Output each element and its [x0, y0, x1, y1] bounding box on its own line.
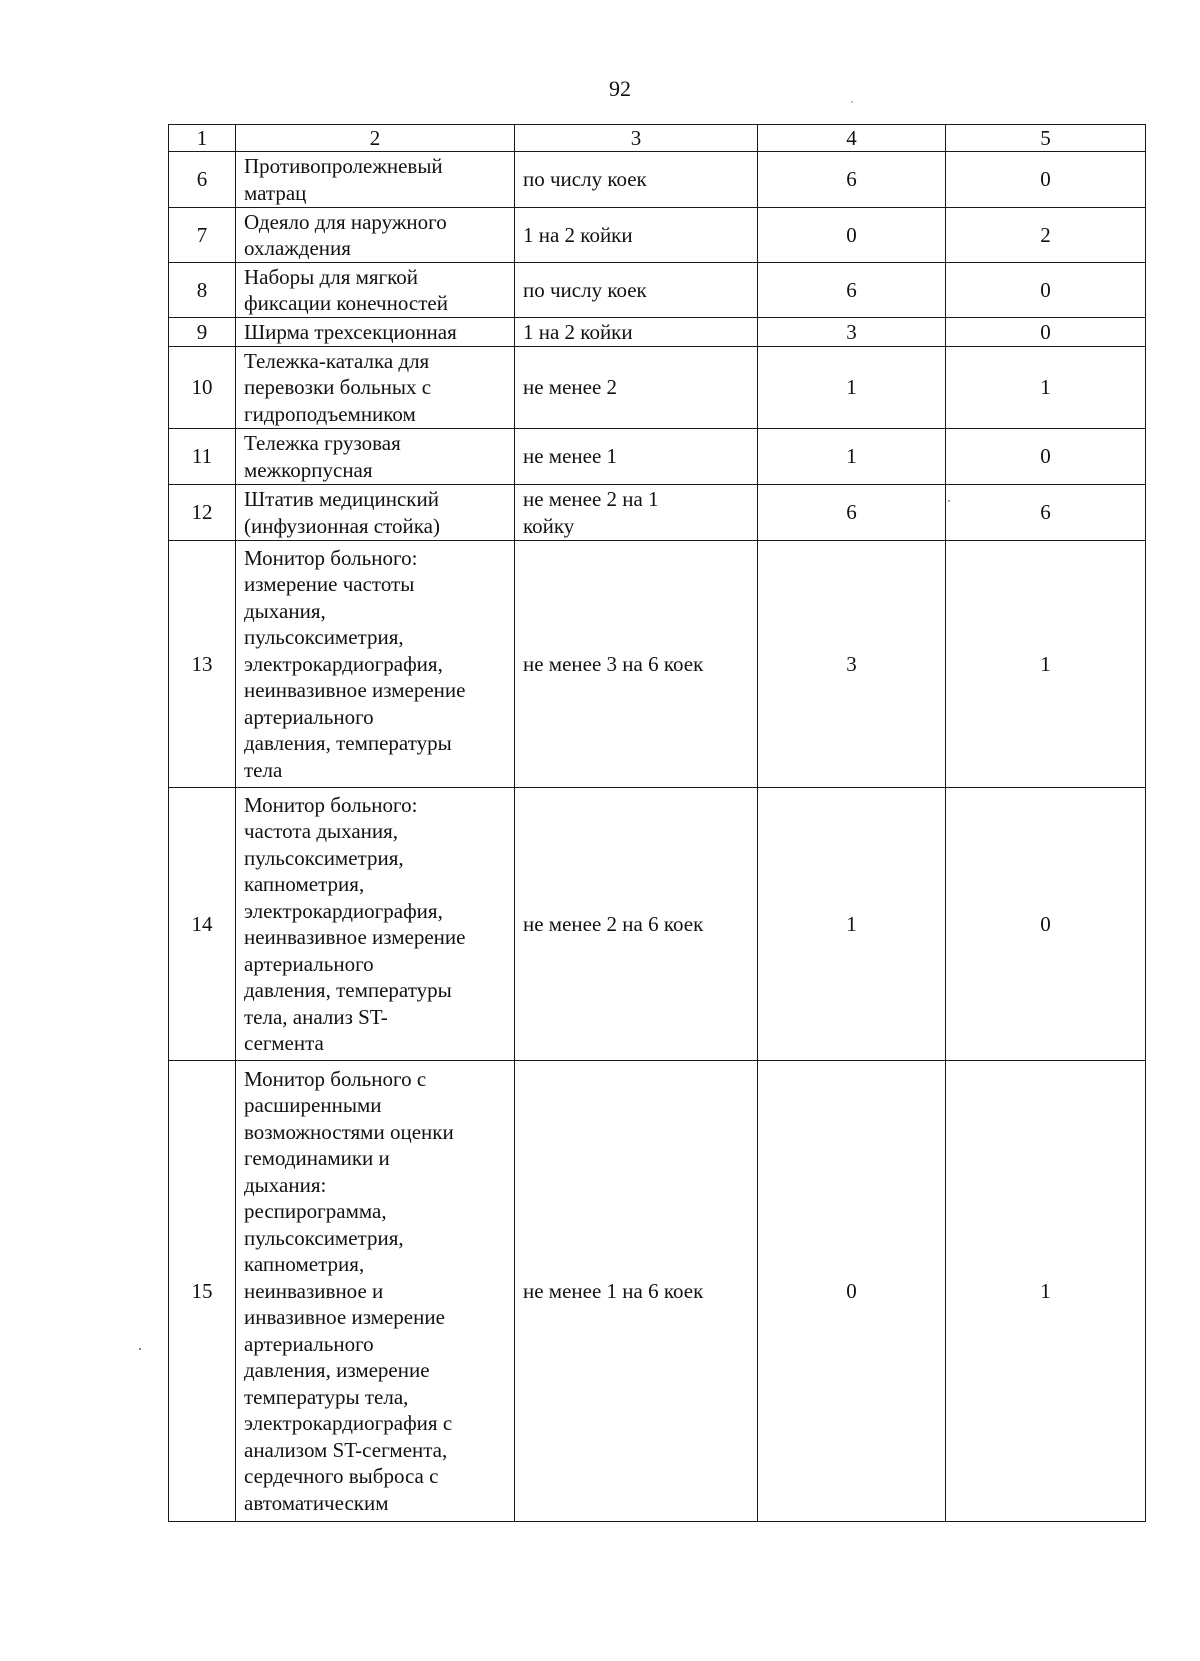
column-4-value: 1	[758, 347, 946, 429]
table-row	[169, 152, 1146, 208]
table-row	[169, 788, 1146, 1061]
table-row	[169, 485, 1146, 541]
column-4-value: 1	[758, 429, 946, 485]
column-5-value: 1	[946, 541, 1146, 788]
equipment-name: Тележка грузовая межкорпусная	[236, 429, 515, 485]
column-4-value: 6	[758, 485, 946, 541]
table-row	[169, 263, 1146, 318]
column-4-value: 6	[758, 263, 946, 318]
equipment-name: Противопролежневый матрац	[236, 152, 515, 208]
column-5-value: 1	[946, 1061, 1146, 1522]
column-header-4: 4	[758, 125, 946, 152]
row-number: 9	[169, 318, 236, 347]
equipment-norm: не менее 1 на 6 коек	[515, 1061, 758, 1522]
equipment-name: Тележка-каталка для перевозки больных с гидроподъемником	[236, 347, 515, 429]
row-number: 15	[169, 1061, 236, 1522]
equipment-name: Ширма трехсекционная	[236, 318, 515, 347]
column-header-3: 3	[515, 125, 758, 152]
table-row	[169, 208, 1146, 263]
table-row	[169, 541, 1146, 788]
equipment-name: Монитор больного: измерение частоты дыхания, пульсоксиметрия, электрокардиография, неинвазивное измерение артериального давления, температуры тела	[236, 541, 515, 788]
table-row	[169, 347, 1146, 429]
row-number: 7	[169, 208, 236, 263]
row-number: 14	[169, 788, 236, 1061]
equipment-name: Наборы для мягкой фиксации конечностей	[236, 263, 515, 318]
column-4-value: 3	[758, 318, 946, 347]
equipment-norm: не менее 2	[515, 347, 758, 429]
table-row	[169, 318, 1146, 347]
equipment-name: Одеяло для наружного охлаждения	[236, 208, 515, 263]
equipment-table	[168, 124, 1146, 1522]
scan-speck	[948, 500, 950, 502]
column-4-value: 6	[758, 152, 946, 208]
column-header-2: 2	[236, 125, 515, 152]
table-row	[169, 1061, 1146, 1522]
column-5-value: 0	[946, 263, 1146, 318]
column-4-value: 0	[758, 1061, 946, 1522]
table-header-row	[169, 125, 1146, 152]
equipment-name: Монитор больного: частота дыхания, пульсоксиметрия, капнометрия, электрокардиография, неинвазивное измерение артериального давления, температуры тела, анализ ST- сегмента	[236, 788, 515, 1061]
column-5-value: 0	[946, 318, 1146, 347]
equipment-name: Монитор больного с расширенными возможностями оценки гемодинамики и дыхания: респирограмма, пульсоксиметрия, капнометрия, неинвазивное и инвазивное измерение артериального давления, измерение температуры тела, электрокардиография с анализом ST-сегмента, сердечного выброса с автоматическим	[236, 1061, 515, 1522]
equipment-norm: не менее 2 на 1 койку	[515, 485, 758, 541]
equipment-norm: не менее 3 на 6 коек	[515, 541, 758, 788]
column-header-5: 5	[946, 125, 1146, 152]
row-number: 8	[169, 263, 236, 318]
equipment-norm: по числу коек	[515, 152, 758, 208]
column-5-value: 0	[946, 429, 1146, 485]
scan-speck	[139, 1348, 141, 1350]
column-5-value: 6	[946, 485, 1146, 541]
row-number: 11	[169, 429, 236, 485]
column-5-value: 0	[946, 152, 1146, 208]
column-5-value: 2	[946, 208, 1146, 263]
scan-speck	[851, 101, 853, 103]
equipment-norm: не менее 2 на 6 коек	[515, 788, 758, 1061]
equipment-norm: по числу коек	[515, 263, 758, 318]
row-number: 12	[169, 485, 236, 541]
row-number: 6	[169, 152, 236, 208]
equipment-norm: 1 на 2 койки	[515, 208, 758, 263]
equipment-name: Штатив медицинский (инфузионная стойка)	[236, 485, 515, 541]
page-number: 92	[609, 76, 631, 101]
table-row	[169, 429, 1146, 485]
row-number: 13	[169, 541, 236, 788]
row-number: 10	[169, 347, 236, 429]
column-5-value: 1	[946, 347, 1146, 429]
column-4-value: 3	[758, 541, 946, 788]
column-4-value: 0	[758, 208, 946, 263]
equipment-norm: 1 на 2 койки	[515, 318, 758, 347]
equipment-norm: не менее 1	[515, 429, 758, 485]
column-4-value: 1	[758, 788, 946, 1061]
column-5-value: 0	[946, 788, 1146, 1061]
column-header-1: 1	[169, 125, 236, 152]
